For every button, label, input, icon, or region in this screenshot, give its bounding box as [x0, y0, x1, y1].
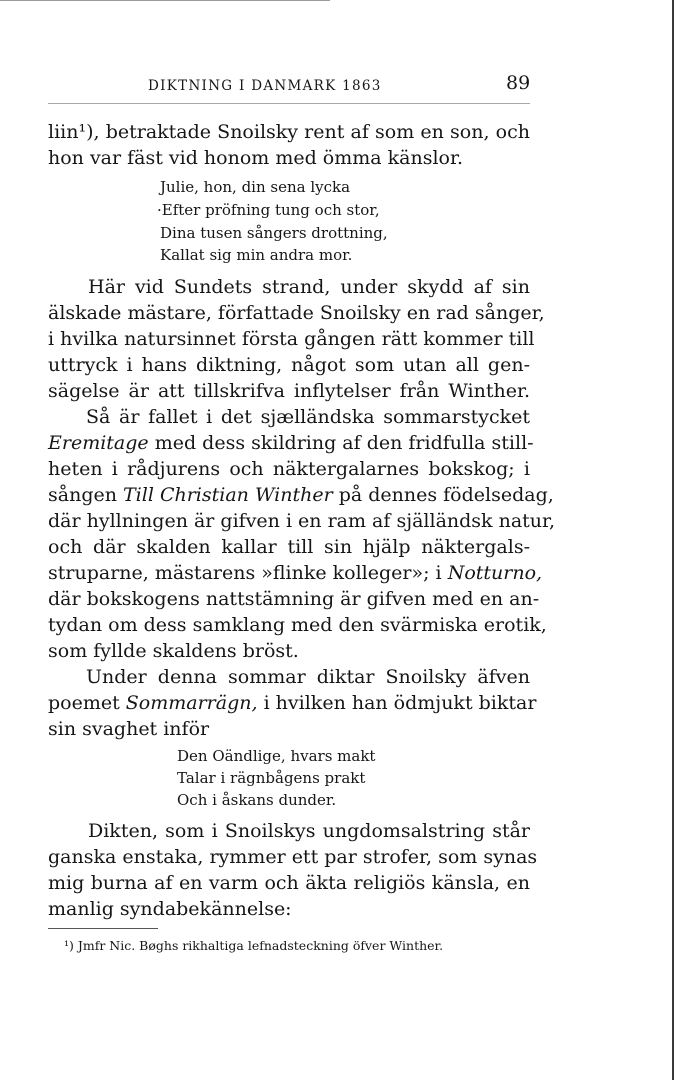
work-title-notturno: Notturno, — [447, 562, 543, 584]
text-line: där hyllningen är gifven i en ram af själländsk natur, — [48, 510, 556, 532]
running-title: DIKTNING I DANMARK 1863 — [148, 78, 382, 94]
text-line: där bokskogens nattstämning är gifven med en an- — [48, 588, 540, 610]
text-line: som fyllde skaldens bröst. — [48, 640, 299, 662]
verse-line: Kallat sig min andra mor. — [160, 246, 353, 264]
work-title-till-christian-winther: Till Christian Winther — [123, 484, 333, 506]
work-title-sommarragn: Sommarrägn, — [125, 692, 258, 714]
text-line: sin svaghet inför — [48, 718, 210, 740]
text-line: mig burna af en varm och äkta religiös känsla, en — [48, 872, 530, 894]
text-line: struparne, mästarens »flinke kolleger»; i Notturno, — [48, 562, 543, 584]
verse-line: ·Efter pröfning tung och stor, — [157, 201, 380, 219]
footnote-rule — [48, 928, 158, 929]
text-line: poemet Sommarrägn, i hvilken han ödmjukt biktar — [48, 692, 537, 714]
text-line: sägelse är att tillskrifva inflytelser från Winther. — [48, 380, 530, 402]
header-rule — [48, 103, 530, 104]
text-line: tydan om dess samklang med den svärmiska erotik, — [48, 614, 547, 636]
verse-line: Dina tusen sångers drottning, — [160, 224, 388, 242]
scan-edge-top — [0, 0, 330, 1]
text-line: och där skalden kallar till sin hjälp näktergals- — [48, 536, 530, 558]
text-line: älskade mästare, författade Snoilsky en rad sånger, — [48, 302, 545, 324]
text-line: uttryck i hans diktning, något som utan all gen- — [48, 354, 530, 376]
text-line: Så är fallet i det sjælländska sommarstycket — [86, 406, 530, 428]
footnote: ¹) Jmfr Nic. Bøghs rikhaltiga lefnadsteckning öfver Winther. — [64, 938, 444, 953]
text-line: hon var fäst vid honom med ömma känslor. — [48, 147, 464, 169]
text-line: i hvilka natursinnet första gången rätt kommer till — [48, 328, 535, 350]
page-number: 89 — [506, 72, 531, 94]
text-line: liin¹), betraktade Snoilsky rent af som en son, och — [48, 121, 530, 143]
text-line: Under denna sommar diktar Snoilsky äfven — [86, 666, 530, 688]
text-line: Dikten, som i Snoilskys ungdomsalstring står — [88, 820, 530, 842]
text-line: sången Till Christian Winther på dennes födelsedag, — [48, 484, 554, 506]
verse-line: Och i åskans dunder. — [177, 791, 337, 809]
text-line: ganska enstaka, rymmer ett par strofer, som synas — [48, 846, 538, 868]
verse-line: Den Oändlige, hvars makt — [177, 747, 376, 765]
text-line: Eremitage med dess skildring af den fridfulla still- — [48, 432, 534, 454]
verse-line: Julie, hon, din sena lycka — [160, 178, 351, 196]
text-line: manlig syndabekännelse: — [48, 898, 292, 920]
work-title-eremitage: Eremitage — [48, 432, 149, 454]
text-line: Här vid Sundets strand, under skydd af sin — [88, 276, 530, 298]
verse-line: Talar i rägnbågens prakt — [177, 769, 366, 787]
text-line: heten i rådjurens och näktergalarnes bokskog; i — [48, 458, 530, 480]
scan-edge-right — [672, 0, 674, 1080]
